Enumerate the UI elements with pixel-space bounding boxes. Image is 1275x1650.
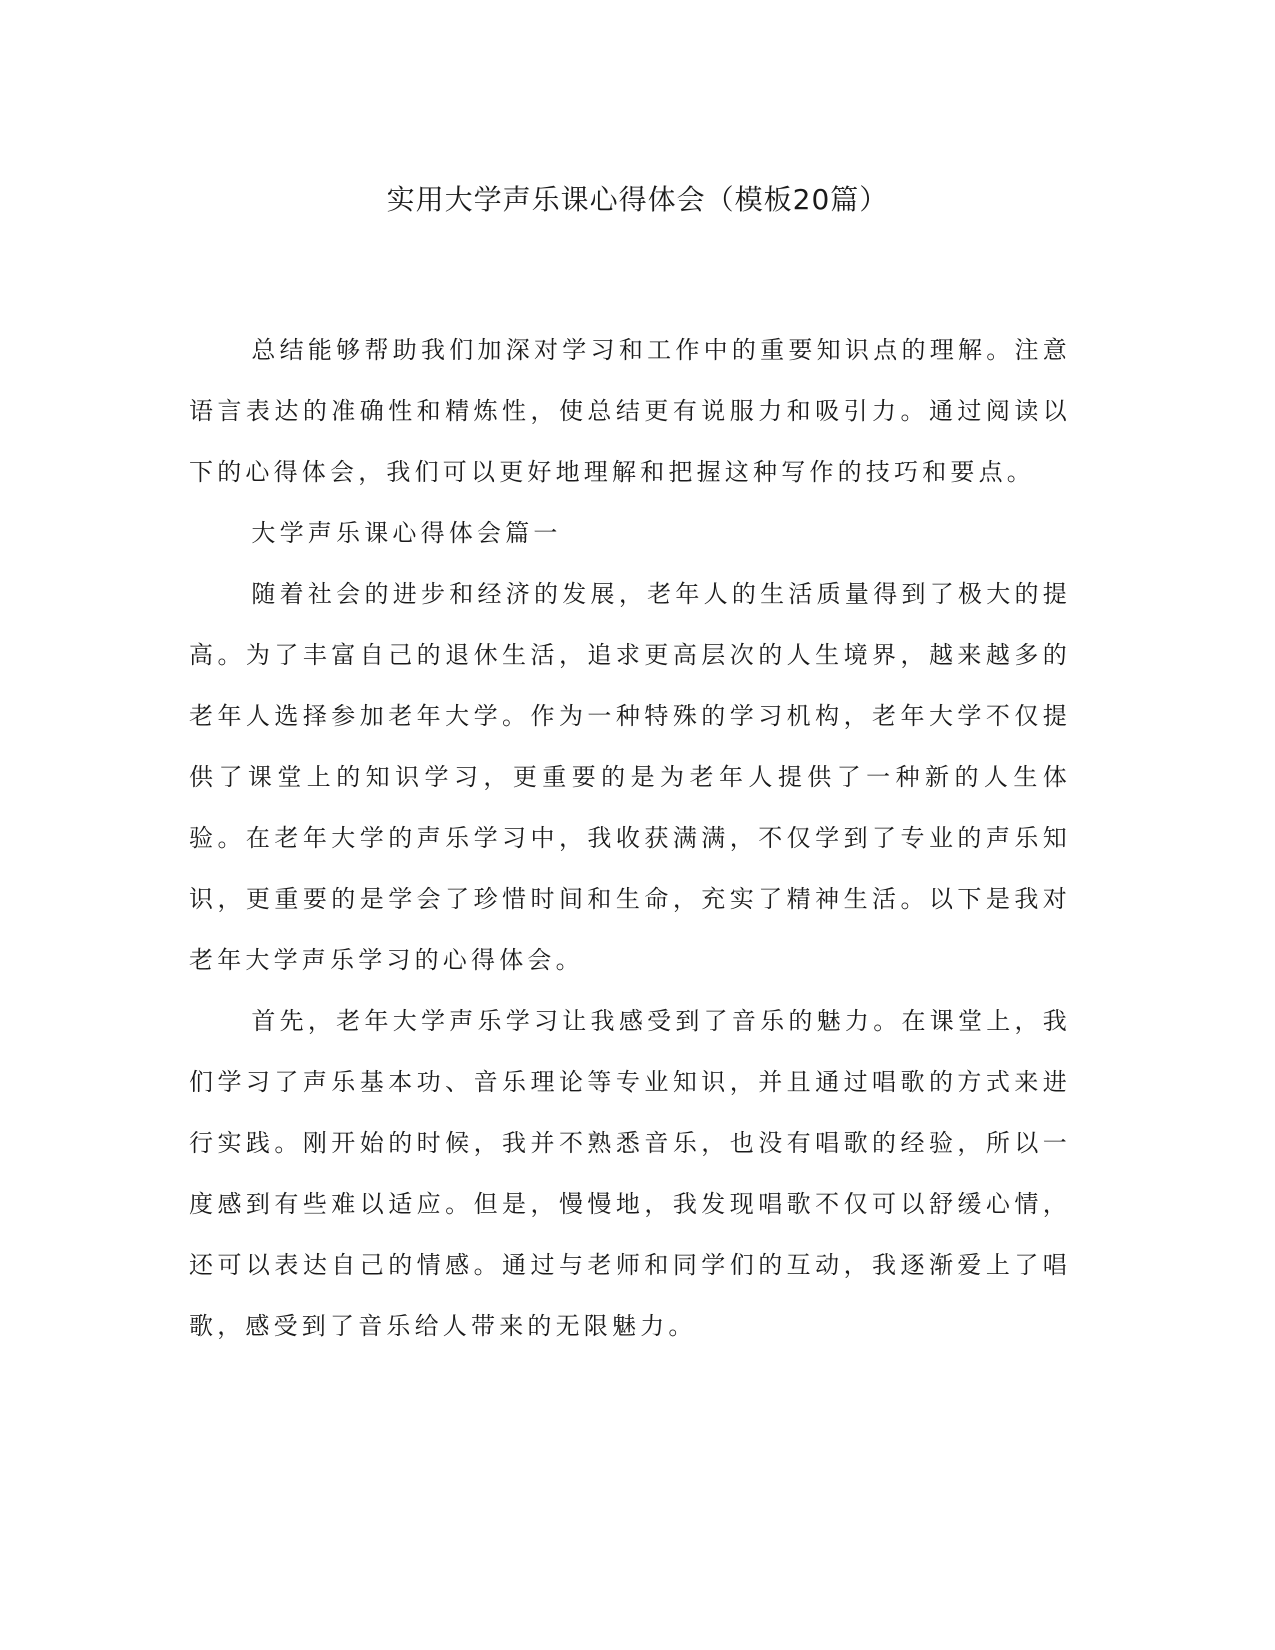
document-body	[189, 320, 1071, 1357]
intro-paragraph: 总结能够帮助我们加深对学习和工作中的重要知识点的理解。注意语言表达的准确性和精炼性，使总结更有说服力和吸引力。通过阅读以下的心得体会，我们可以更好地理解和把握这种写作的技巧和要点。	[189, 336, 1071, 486]
body-paragraph: 首先，老年大学声乐学习让我感受到了音乐的魅力。在课堂上，我们学习了声乐基本功、音乐理论等专业知识，并且通过唱歌的方式来进行实践。刚开始的时候，我并不熟悉音乐，也没有唱歌的经验，所以一度感到有些难以适应。但是，慢慢地，我发现唱歌不仅可以舒缓心情，还可以表达自己的情感。通过与老师和同学们的互动，我逐渐爱上了唱歌，感受到了音乐给人带来的无限魅力。	[189, 1007, 1071, 1340]
body-paragraph: 随着社会的进步和经济的发展，老年人的生活质量得到了极大的提高。为了丰富自己的退休生活，追求更高层次的人生境界，越来越多的老年人选择参加老年大学。作为一种特殊的学习机构，老年大学不仅提供了课堂上的知识学习，更重要的是为老年人提供了一种新的人生体验。在老年大学的声乐学习中，我收获满满，不仅学到了专业的声乐知识，更重要的是学会了珍惜时间和生命，充实了精神生活。以下是我对老年大学声乐学习的心得体会。	[189, 580, 1071, 974]
document-title: 实用大学声乐课心得体会（模板20篇）	[386, 183, 889, 216]
section-heading: 大学声乐课心得体会篇一	[251, 519, 562, 547]
